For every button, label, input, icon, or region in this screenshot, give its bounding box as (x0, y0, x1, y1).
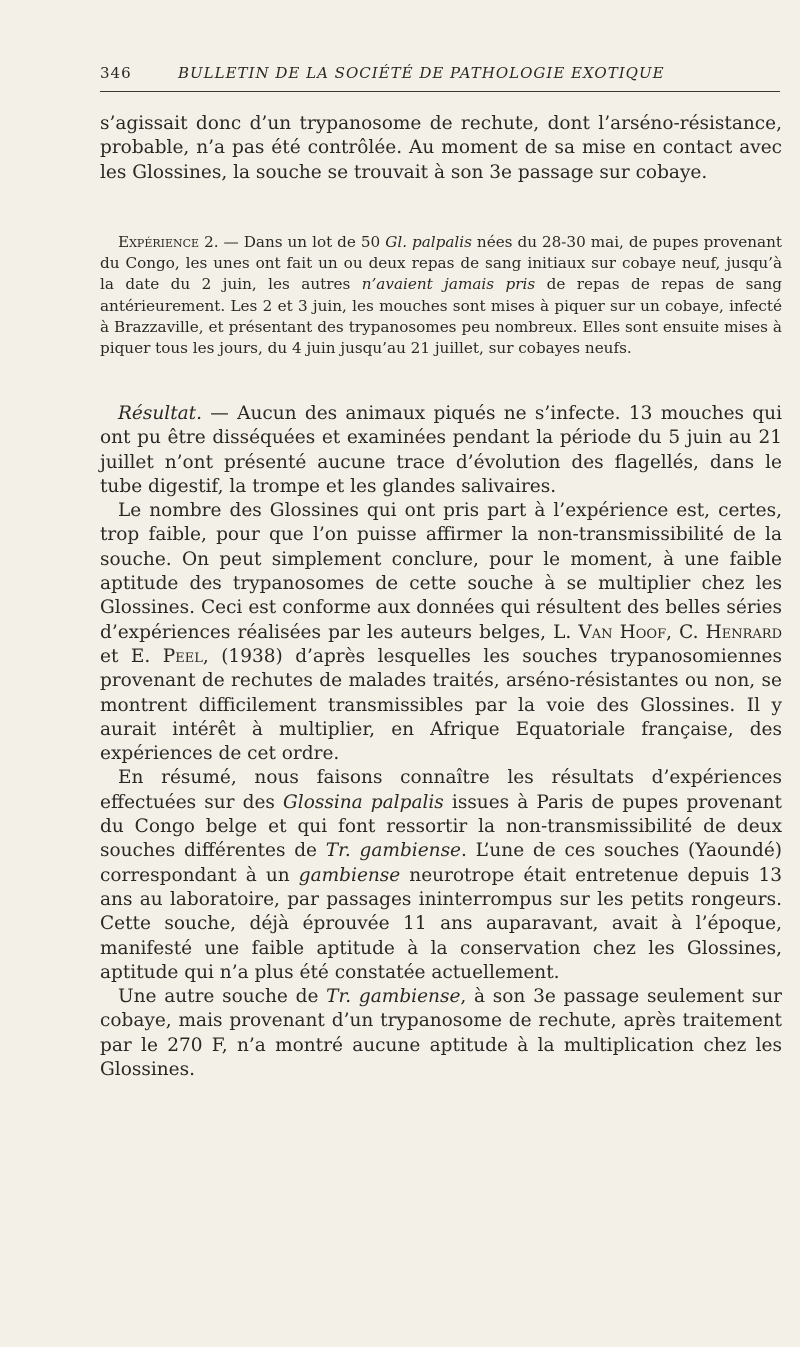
intro-paragraph: s’agissait donc d’un trypanosome de rechute, dont l’arséno-résistance, probable, n’a pas été contrôlée. Au moment de sa mise en contact avec les Glossines, la souche se trouvait à son 3e passage sur cobaye. (100, 113, 782, 183)
author-peel: Peel (162, 645, 203, 667)
experiment-text-3: de repas de repas de sang antérieurement. Les 2 et 3 juin, les mouches sont mises à piquer sur un cobaye, infecté à Brazzaville, et présentant des trypanosomes peu nombreux. Elles sont ensuite mises à piquer tous les jours, du 4 juin jusqu’au 21 juillet, sur cobayes neufs. (100, 275, 782, 358)
summary-text-3: . L’une de ces souches (Yaoundé) correspondant à un (100, 840, 783, 886)
author-van-hoof: Van Hoof (578, 621, 667, 643)
discussion-text-2: , (1938) d’après lesquelles les souches trypanosomiennes provenant de rechutes de malades traités, arséno-résistantes ou non, se montrent difficilement transmissibles par la voie des Glossines. Il y aurait intérêt à multiplier, en Afrique Equatoriale française, des expériences de cet ordre. (100, 645, 782, 765)
running-header (100, 64, 780, 90)
experiment-species: Gl. palpalis (385, 233, 472, 251)
experiment-never-fed: n’avaient jamais pris (361, 275, 536, 294)
result-label: Résultat. (118, 403, 202, 424)
summary-text-2: issues à Paris de pupes provenant du Congo belge et qui font ressortir la non-transmissibilité de deux souches différentes de (100, 791, 782, 862)
running-title: BULLETIN DE LA SOCIÉTÉ DE PATHOLOGIE EXOTIQUE (178, 64, 665, 82)
summary-text-4: neurotrope était entretenue depuis 13 ans au laboratoire, par passages ininterrompus sur les petits rongeurs. Cette souche, déjà éprouvée 11 ans auparavant, avait à l’époque, manifesté une faible aptitude à la conservation chez les Glossines, aptitude qui n’a plus été constatée actuellement. (100, 864, 782, 983)
experiment-text-1: — Dans un lot de 50 (218, 233, 386, 251)
summary-species: Glossina palpalis (283, 791, 444, 813)
discussion-sep-1: , C. (666, 621, 706, 643)
discussion-paragraph (100, 499, 782, 766)
experiment-text-2: nées du 28-30 mai, de pupes provenant du Congo, les unes ont fait un ou deux repas de sang initiaux sur cobaye neuf, jusqu’à la date du 2 juin, les autres (100, 233, 782, 294)
summary-tr-gambiense: Tr. gambiense (325, 840, 462, 862)
main-text (100, 402, 782, 1082)
header-rule (100, 91, 780, 92)
final-tr-gambiense: Tr. gambiense (326, 986, 461, 1008)
result-text: — Aucun des animaux piqués ne s’infecte. 13 mouches qui ont pu être disséquées et examinées pendant la période du 5 juin au 21 juillet n’ont présenté aucune trace d’évolution des flagellés, dans le tube digestif, la trompe et les glandes salivaires. (100, 403, 782, 497)
final-text-1: Une autre souche de (118, 986, 327, 1008)
experiment-label: Expérience 2. (118, 233, 219, 251)
summary-paragraph (100, 766, 782, 985)
discussion-sep-2: et E. (100, 645, 163, 667)
author-henrard: Henrard (705, 621, 782, 643)
result-paragraph (100, 402, 782, 499)
final-paragraph (100, 985, 782, 1082)
summary-gambiense: gambiense (298, 864, 401, 886)
final-text-2: , à son 3e passage seulement sur cobaye, mais provenant d’un trypanosome de rechute, après traitement par le 270 F, n’a montré aucune aptitude à la multiplication chez les Glossines. (100, 986, 782, 1081)
summary-text-1: En résumé, nous faisons connaître les résultats d’expériences effectuées sur des (100, 767, 782, 813)
discussion-text-1: Le nombre des Glossines qui ont pris part à l’expérience est, certes, trop faible, pour que l’on puisse affirmer la non-transmissibilité de la souche. On peut simplement conclure, pour le moment, à une faible aptitude des trypanosomes de cette souche à se multiplier chez les Glossines. Ceci est conforme aux données qui résultent des belles séries d’expériences réalisées par les auteurs belges, L. (100, 500, 782, 643)
page-number: 346 (100, 64, 132, 82)
experiment-2-paragraph (100, 232, 782, 359)
